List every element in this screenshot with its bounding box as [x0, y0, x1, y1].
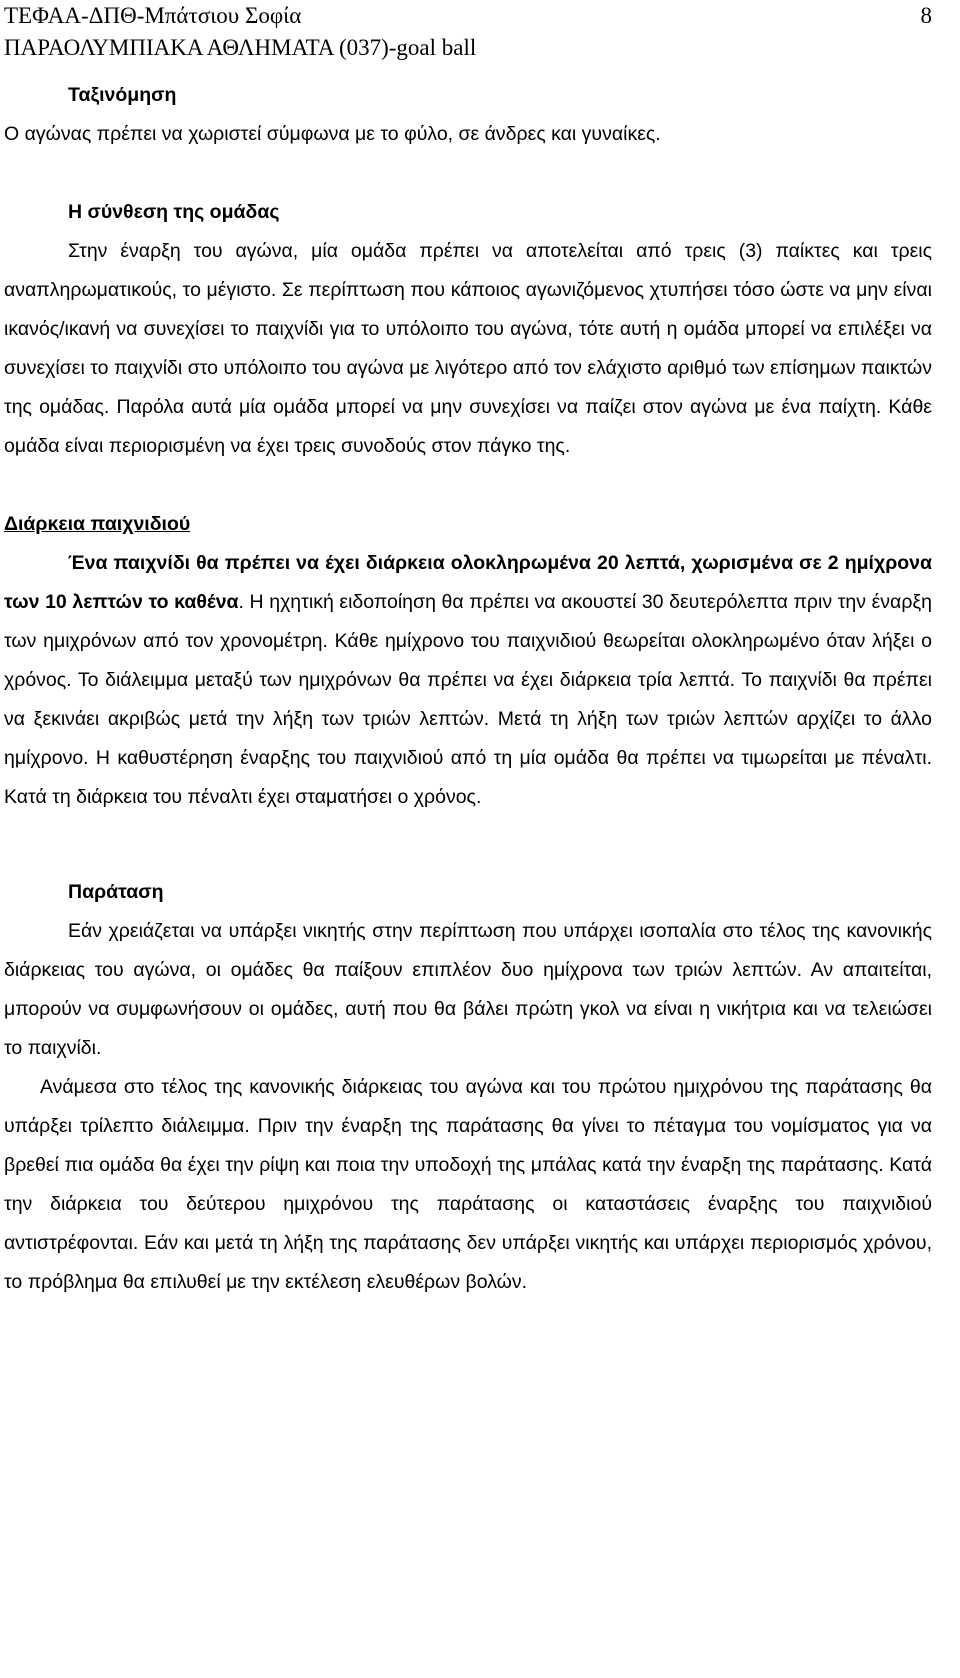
duration-emphasis: Ένα παιχνίδι θα πρέπει να έχει διάρκεια ολοκληρωμένα 20 λεπτά, χωρισμένα σε 2 ημίχρονα των 10 λεπτών το καθένα: [4, 552, 932, 613]
header-course-line: ΠΑΡΑΟΛΥΜΠΙΑΚΑ ΑΘΛΗΜΑΤΑ (037)-goal ball: [4, 35, 477, 60]
section-classification: [4, 76, 932, 154]
spacer: [4, 466, 932, 505]
spacer: [4, 817, 932, 873]
section-heading-classification: Ταξινόμηση: [68, 84, 177, 106]
running-header: [4, 0, 932, 64]
header-author-line: ΤΕΦΑΑ-ΔΠΘ-Μπάτσιου Σοφία: [4, 3, 302, 28]
paragraph-team: Στην έναρξη του αγώνα, μία ομάδα πρέπει να αποτελείται από τρεις (3) παίκτες και τρεις αναπληρωματικούς, το μέγιστο. Σε περίπτωση που κάποιος αγωνιζόμενος χτυπήσει τόσο ώστε να μην είναι ικανός/ικανή να συνεχίσει το παιχνίδι για το υπόλοιπο του αγώνα, τότε αυτή η ομάδα μπορεί να επιλέξει να συνεχίσει το παιχνίδι στο υπόλοιπο του αγώνα με λιγότερο από τον ελάχιστο αριθμό των επίσημων παικτών της ομάδας. Παρόλα αυτά μία ομάδα μπορεί να μην συνεχίσει να παίζει στον αγώνα με ένα παίχτη. Κάθε ομάδα είναι περιορισμένη να έχει τρεις συνοδούς στον πάγκο της.: [4, 240, 932, 457]
section-heading-team: Η σύνθεση της ομάδας: [68, 201, 280, 223]
section-team: [4, 193, 932, 466]
paragraph-duration: [4, 544, 932, 817]
document-body: [4, 76, 932, 1302]
page-number: 8: [920, 3, 932, 28]
spacer: [4, 154, 932, 193]
paragraph-overtime-1: Εάν χρειάζεται να υπάρξει νικητής στην περίπτωση που υπάρχει ισοπαλία στο τέλος της κανονικής διάρκειας του αγώνα, οι ομάδες θα παίξουν επιπλέον δυο ημίχρονα των τριών λεπτών. Αν απαιτείται, μπορούν να συμφωνήσουν οι ομάδες, αυτή που θα βάλει πρώτη γκολ να είναι η νικήτρια και να τελειώσει το παιχνίδι.: [4, 920, 932, 1059]
section-heading-overtime: Παράταση: [68, 881, 164, 903]
section-overtime: [4, 873, 932, 1302]
section-duration: [4, 505, 932, 817]
paragraph-classification: Ο αγώνας πρέπει να χωριστεί σύμφωνα με το φύλο, σε άνδρες και γυναίκες.: [4, 123, 661, 145]
paragraph-overtime-2: Ανάμεσα στο τέλος της κανονικής διάρκειας του αγώνα και του πρώτου ημιχρόνου της παράτασης θα υπάρξει τρίλεπτο διάλειμμα. Πριν την έναρξη της παράτασης θα γίνει το πέταγμα του νομίσματος για να βρεθεί πια ομάδα θα έχει την ρίψη και ποια την υποδοχή της μπάλας κατά την έναρξη της παράτασης. Κατά την διάρκεια του δεύτερου ημιχρόνου της παράτασης οι καταστάσεις έναρξης του παιχνιδιού αντιστρέφονται. Εάν και μετά τη λήξη της παράτασης δεν υπάρξει νικητής και υπάρχει περιορισμός χρόνου, το πρόβλημα θα επιλυθεί με την εκτέλεση ελευθέρων βολών.: [4, 1076, 932, 1293]
duration-text: . Η ηχητική ειδοποίηση θα πρέπει να ακουστεί 30 δευτερόλεπτα πριν την έναρξη των ημιχρόνων από τον χρονομέτρη. Κάθε ημίχρονο του παιχνιδιού θεωρείται ολοκληρωμένο όταν λήξει ο χρόνος. Το διάλειμμα μεταξύ των ημιχρόνων θα πρέπει να έχει διάρκεια τρία λεπτά. Το παιχνίδι θα πρέπει να ξεκινάει ακριβώς μετά την λήξη των τριών λεπτών. Μετά τη λήξη των τριών λεπτών αρχίζει το άλλο ημίχρονο. Η καθυστέρηση έναρξης του παιχνιδιού από τη μία ομάδα θα πρέπει να τιμωρείται με πέναλτι. Κατά τη διάρκεια του πέναλτι έχει σταματήσει ο χρόνος.: [4, 591, 932, 808]
section-heading-duration: Διάρκεια παιχνιδιού: [4, 513, 191, 535]
